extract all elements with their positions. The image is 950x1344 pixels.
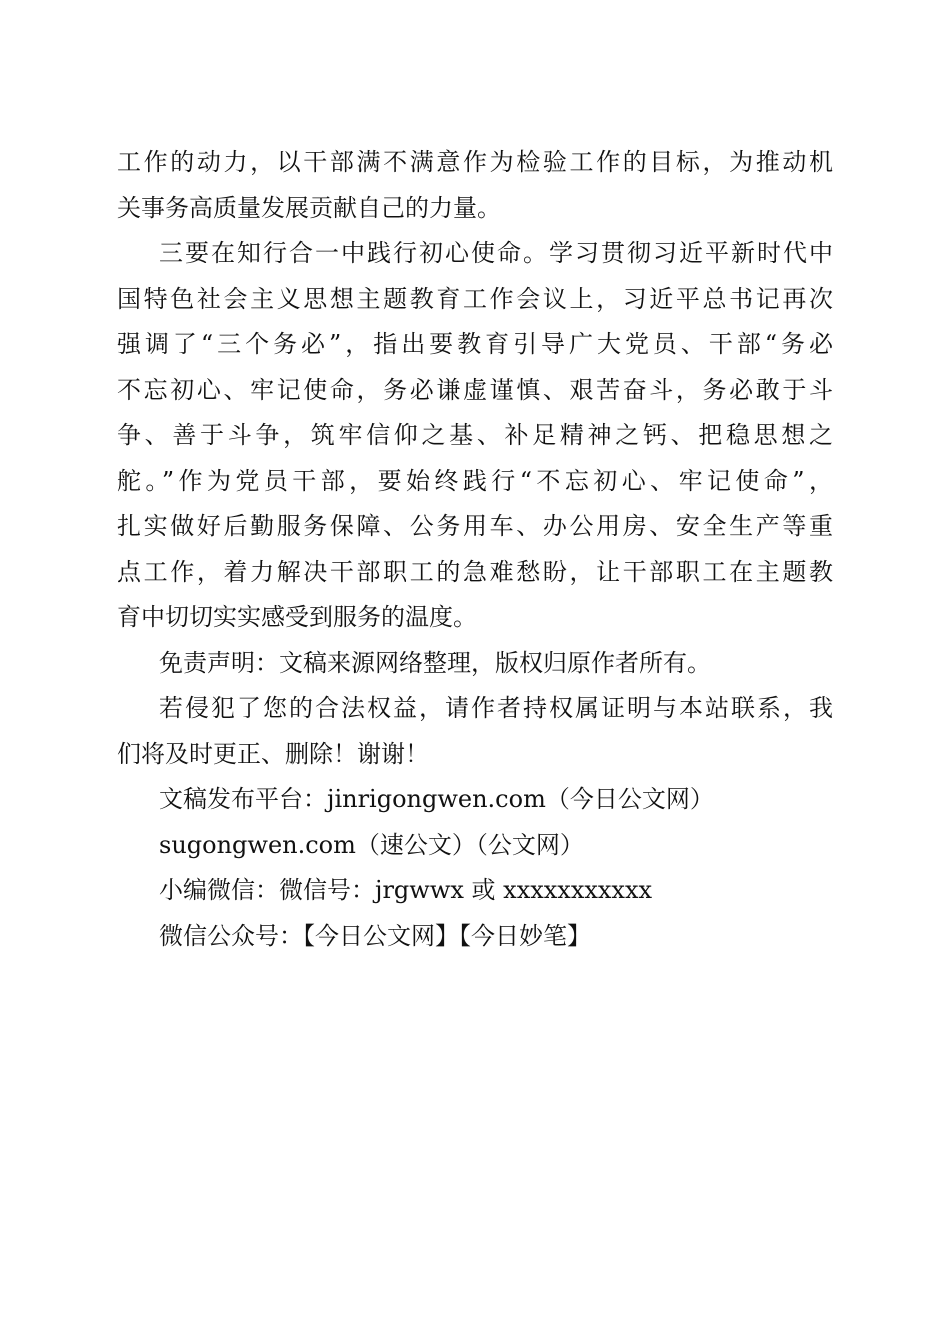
- text-line: 争、善于斗争，筑牢信仰之基、补足精神之钙、把稳思想之: [117, 421, 833, 449]
- text-line: 点工作，着力解决干部职工的急难愁盼，让干部职工在主题教: [117, 557, 833, 586]
- text-line: 舵。”作为党员干部，要始终践行“不忘初心、牢记使命”，: [117, 466, 833, 495]
- disclaimer-block: [117, 641, 833, 960]
- text-line: 扎实做好后勤服务保障、公务用车、办公用房、安全生产等重: [117, 512, 833, 540]
- disclaimer-infringement-cont: 们将及时更正、删除！谢谢！: [117, 739, 429, 768]
- disclaimer-infringement: 若侵犯了您的合法权益，请作者持权属证明与本站联系，我: [159, 694, 833, 722]
- disclaimer-copyright: 免责声明：文稿来源网络整理，版权归原作者所有。: [159, 648, 711, 677]
- publish-platform: 文稿发布平台：jinrigongwen.com（今日公文网）: [159, 785, 714, 813]
- text-line: 工作的动力，以干部满不满意作为检验工作的目标，为推动机: [117, 148, 833, 176]
- paragraph-three-requirements: [117, 231, 833, 641]
- text-line: 不忘初心、牢记使命，务必谦虚谨慎、艰苦奋斗，务必敢于斗: [117, 375, 833, 404]
- wechat-official-account: 微信公众号：【今日公文网】【今日妙笔】: [159, 921, 591, 950]
- paragraph-continuation: [117, 140, 833, 231]
- text-line: 育中切切实实感受到服务的温度。: [117, 603, 477, 631]
- text-line: 关事务高质量发展贡献自己的力量。: [117, 193, 501, 222]
- text-line: 国特色社会主义思想主题教育工作会议上，习近平总书记再次: [117, 284, 833, 313]
- text-line: 强调了“三个务必”，指出要教育引导广大党员、干部“务必: [117, 330, 833, 358]
- editor-wechat: 小编微信：微信号：jrgwwx 或 xxxxxxxxxxx: [159, 876, 653, 904]
- text-line: 三要在知行合一中践行初心使命。学习贯彻习近平新时代中: [159, 239, 833, 267]
- document-body: [117, 140, 833, 959]
- publish-platform-alt: sugongwen.com（速公文）（公文网）: [159, 830, 584, 859]
